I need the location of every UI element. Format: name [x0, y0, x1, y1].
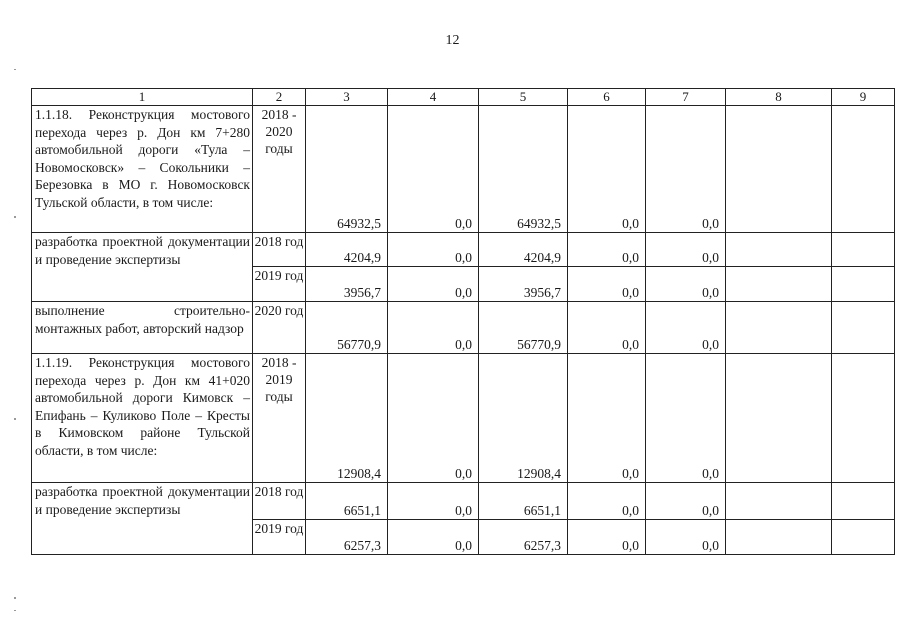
empty-cell	[832, 483, 895, 520]
value-federal: 0,0	[388, 302, 479, 354]
value-total: 56770,9	[306, 302, 388, 354]
empty-cell	[726, 483, 832, 520]
value-local: 0,0	[568, 483, 646, 520]
value-other: 0,0	[646, 233, 726, 267]
value-regional: 3956,7	[479, 267, 568, 302]
scan-speck	[14, 69, 16, 70]
header-cell-8: 8	[726, 89, 832, 106]
scan-speck	[14, 216, 16, 218]
value-federal: 0,0	[388, 483, 479, 520]
empty-cell	[726, 267, 832, 302]
value-regional: 6651,1	[479, 483, 568, 520]
scan-speck	[14, 418, 16, 420]
item-description: разработка проектной документации и проведение экспертизы	[32, 483, 253, 555]
scan-speck	[14, 610, 16, 611]
item-period: 2019 год	[253, 520, 306, 555]
value-local: 0,0	[568, 233, 646, 267]
value-federal: 0,0	[388, 106, 479, 233]
empty-cell	[832, 267, 895, 302]
item-description: разработка проектной документации и проведение экспертизы	[32, 233, 253, 302]
value-other: 0,0	[646, 302, 726, 354]
header-row	[32, 89, 895, 106]
item-period: 2020 год	[253, 302, 306, 354]
table-row	[32, 354, 895, 483]
value-total: 64932,5	[306, 106, 388, 233]
header-cell-9: 9	[832, 89, 895, 106]
empty-cell	[832, 106, 895, 233]
empty-cell	[832, 520, 895, 555]
item-period: 2018 - 2019 годы	[253, 354, 306, 483]
value-federal: 0,0	[388, 520, 479, 555]
value-federal: 0,0	[388, 354, 479, 483]
empty-cell	[726, 354, 832, 483]
header-cell-4: 4	[388, 89, 479, 106]
value-regional: 12908,4	[479, 354, 568, 483]
table-row	[32, 302, 895, 354]
item-description: 1.1.18. Реконструкция мостового перехода через р. Дон км 7+280 автомобильной дороги «Тула – Новомосковск» – Сокольники – Березовка в МО г. Новомосковск Тульской области, в том числе:	[32, 106, 253, 233]
value-total: 12908,4	[306, 354, 388, 483]
value-total: 4204,9	[306, 233, 388, 267]
value-regional: 64932,5	[479, 106, 568, 233]
item-period: 2018 - 2020 годы	[253, 106, 306, 233]
value-other: 0,0	[646, 106, 726, 233]
value-local: 0,0	[568, 267, 646, 302]
empty-cell	[726, 302, 832, 354]
value-federal: 0,0	[388, 233, 479, 267]
value-other: 0,0	[646, 354, 726, 483]
table-row	[32, 483, 895, 520]
value-local: 0,0	[568, 354, 646, 483]
item-description: 1.1.19. Реконструкция мостового перехода через р. Дон км 41+020 автомобильной дороги Кимовск – Епифань – Куликово Поле – Кресты в Кимовском районе Тульской области, в том числе:	[32, 354, 253, 483]
value-regional: 4204,9	[479, 233, 568, 267]
value-local: 0,0	[568, 302, 646, 354]
empty-cell	[726, 106, 832, 233]
item-period: 2018 год	[253, 483, 306, 520]
header-cell-2: 2	[253, 89, 306, 106]
header-cell-7: 7	[646, 89, 726, 106]
header-cell-3: 3	[306, 89, 388, 106]
item-description: выполнение строительно-монтажных работ, авторский надзор	[32, 302, 253, 354]
header-cell-6: 6	[568, 89, 646, 106]
table-row	[32, 106, 895, 233]
empty-cell	[726, 520, 832, 555]
value-total: 6651,1	[306, 483, 388, 520]
value-regional: 6257,3	[479, 520, 568, 555]
scan-speck	[14, 597, 16, 599]
empty-cell	[726, 233, 832, 267]
empty-cell	[832, 354, 895, 483]
value-regional: 56770,9	[479, 302, 568, 354]
item-period: 2018 год	[253, 233, 306, 267]
page-number: 12	[445, 33, 460, 48]
value-other: 0,0	[646, 483, 726, 520]
value-total: 6257,3	[306, 520, 388, 555]
value-federal: 0,0	[388, 267, 479, 302]
table-row	[32, 233, 895, 267]
empty-cell	[832, 302, 895, 354]
header-cell-1: 1	[32, 89, 253, 106]
value-other: 0,0	[646, 520, 726, 555]
value-total: 3956,7	[306, 267, 388, 302]
header-cell-5: 5	[479, 89, 568, 106]
value-local: 0,0	[568, 106, 646, 233]
item-period: 2019 год	[253, 267, 306, 302]
value-local: 0,0	[568, 520, 646, 555]
value-other: 0,0	[646, 267, 726, 302]
empty-cell	[832, 233, 895, 267]
budget-table	[31, 88, 895, 555]
